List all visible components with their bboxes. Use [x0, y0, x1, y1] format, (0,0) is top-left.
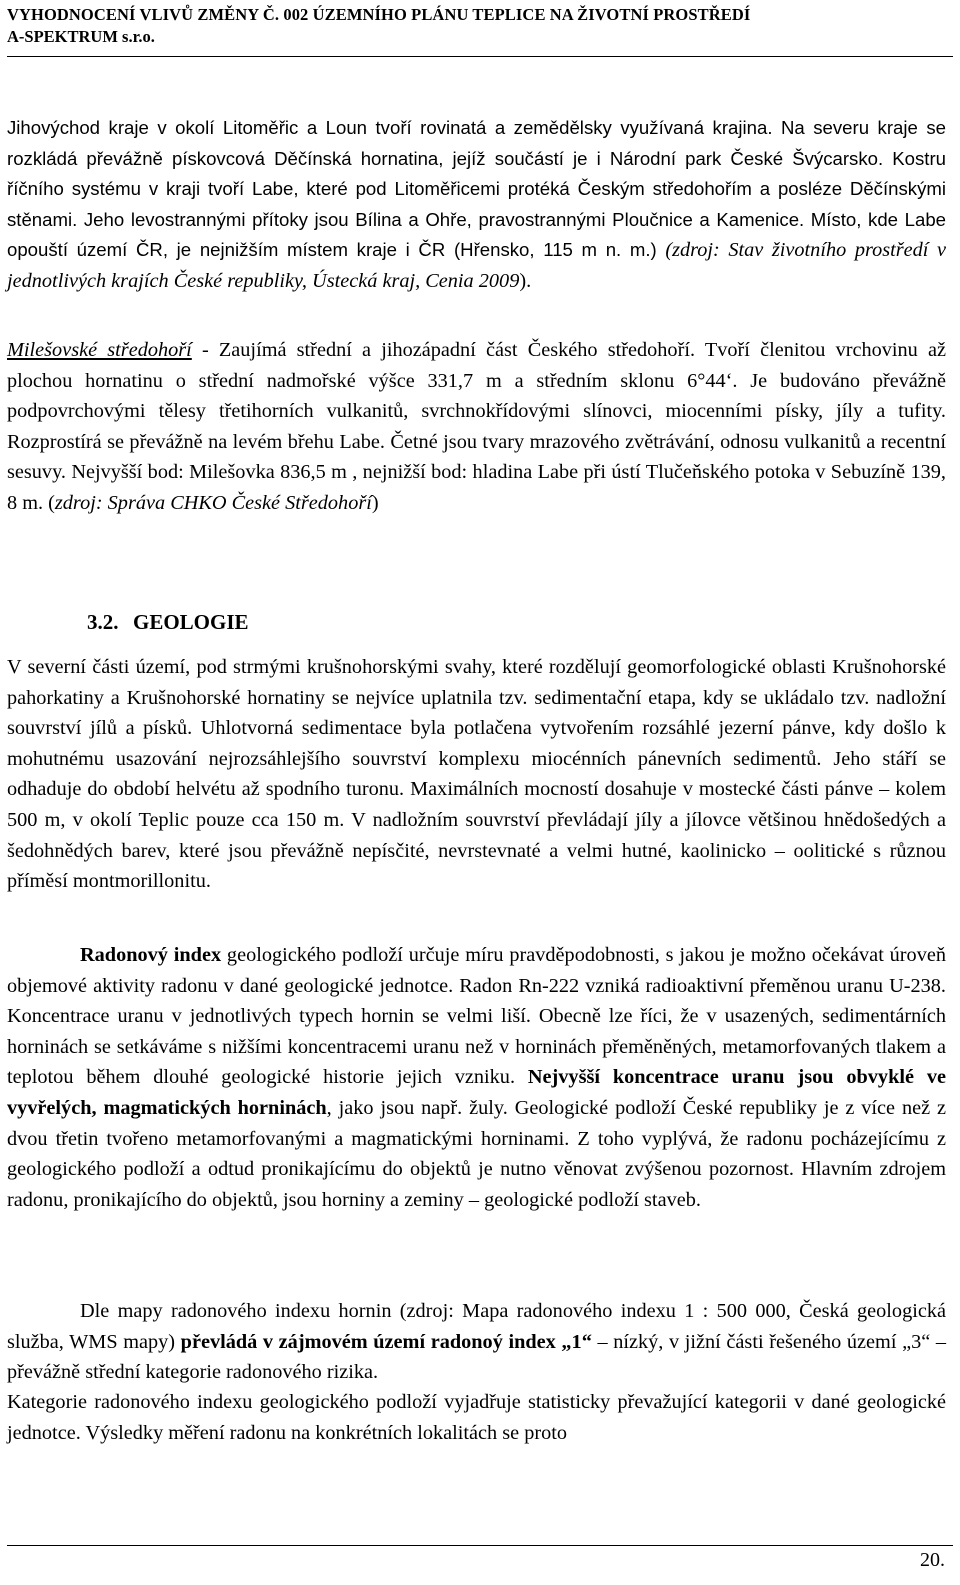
paragraph-text: V severní části území, pod strmými krušnohorskými svahy, které rozdělují geomorfologické oblasti Krušnohorské pahorkatiny a Krušnohorské hornatiny se nejvíce uplatnila tzv. sedimentační etapa, kdy se ukládalo tzv. nadložní souvrství jílů a písků. Uhlotvorná sedimentace byla potlačena vytvořením rozsáhlé jezerní pánve, kdy došlo k mohutnému usazování nejrozsáhlejšího souvrství komplexu miocénních pánevních sedimentů. Jeho stáří se odhaduje do období helvétu až spodního turonu. Maximálních mocností dosahuje v mostecké části pánve – kolem 500 m, v okolí Teplic pouze cca 150 m. V nadložním souvrství převládají jíly a jílovce většinou hnědošedých a šedohnědých barev, které jsou převážně nepísčité, nevrstevnaté a velmi hutné, kaolinicko – oolitické s různou příměsí montmorillonitu. [7, 656, 946, 893]
company-name: A-SPEKTRUM s.r.o. [7, 27, 155, 46]
page-number: 20. [920, 1549, 945, 1571]
paragraph-text: - Zaujímá střední a jihozápadní část Českého středohoří. Tvoří členitou vrchovinu až plochou hornatinu o střední nadmořské výšce 331,7 m a středním sklonu 6°44‘. Je budováno převážně podpovrchovými tělesy třetihorních vulkanitů, svrchnokřídovými slínovci, miocenními písky, jíly a tufity. Rozprostírá se převážně na levém břehu Labe. Četné jsou tvary mrazového zvětrávání, odnosu vulkanitů a recentní sesuvy. Nejvyšší bod: Milešovka 836,5 m , nejnižší bod: hladina Labe při ústí Tlučeňského potoka v Sebuzíně 139, 8 m. ( [7, 339, 946, 514]
paragraph-text: geologického podloží určuje míru pravděpodobnosti, s jakou je možno očekávat úroveň objemové aktivity radonu v dané geologické jednotce. Radon Rn-222 vzniká radioaktivní přeměnou uranu U-238. Koncentrace uranu v jednotlivých typech hornin se velmi liší. Obecně lze říci, že v usazených, sedimentárních horninách se setkáváme s nižšími koncentracemi uranu než v horninách přeměněných, metamorfovaných tlakem a teplotou během dlouhé geologické historie jejich vzniku. [7, 944, 946, 1089]
paragraph-text: , jako jsou např. žuly. Geologické podloží České republiky je z více než z dvou třetin tvořeno metamorfovanými a magmatickými horninami. Z toho vyplývá, že radonu pocházejícímu z geologického podloží a odtud pronikajícímu do objektů je nutno věnovat zvýšenou pozornost. Hlavním zdrojem radonu, pronikajícího do objektů, jsou horniny a zeminy – geologické podloží staveb. [7, 1096, 946, 1211]
term-name: Milešovské středohoří [7, 339, 192, 361]
paragraph-text: Dle mapy radonového indexu hornin (zdroj: Mapa radonového indexu 1 : 500 000, Česká geologická služba, WMS mapy) [7, 1300, 946, 1353]
paragraph-radon-index [7, 940, 946, 1215]
footer-divider [7, 1545, 953, 1546]
source-citation: (zdroj: Stav životního prostředí v jednotlivých krajích České republiky, Ústecká kraj, Cenia 2009 [7, 239, 947, 292]
paragraph-region [7, 113, 946, 297]
paragraph-text: Kategorie radonového indexu geologického podloží vyjadřuje statisticky převažující kategorii v dané geologické jednotce. Výsledky měření radonu na konkrétních lokalitách se proto [7, 1391, 946, 1444]
text-sentence: Kostru říčního systému v kraji tvoří Labe, které pod Litoměřicemi protéká Českým středohořím a posléze Děčínskými stěnami. Jeho levostrannými přítoky jsou Bílina a Ohře, pravostrannými Ploučnice a Kamenice. Místo, kde Labe opouští území ČR, je nejnižším místem kraje i ČR (Hřensko, 115 m n. m.) [7, 147, 946, 261]
bold-statement: Nejvyšší koncentrace uranu jsou obvyklé ve vyvřelých, magmatických horninách [7, 1066, 946, 1119]
header-divider [7, 56, 953, 57]
paragraph-radon-category [7, 1387, 946, 1448]
paragraph-text: ) [371, 491, 379, 514]
section-number: 3.2. [87, 610, 119, 634]
bold-statement: převládá v zájmovém území radonoý index „1“ [180, 1330, 592, 1353]
text-sentence: Jihovýchod kraje v okolí Litoměřic a Loun tvoří rovinatá a zemědělsky využívaná krajina. Na severu kraje se rozkládá převážně pískovcová Děčínská hornatina, jejíž součástí je i Národní park České Švýcarsko. [7, 117, 946, 169]
source-citation: zdroj: Správa CHKO České Středohoří [54, 491, 372, 514]
paragraph-geology [7, 652, 946, 897]
paragraph-milesovske [7, 335, 946, 519]
text-sentence: ). [519, 269, 532, 292]
section-heading [87, 607, 249, 637]
paragraph-text: – nízký, v jižní části řešeného území „3“ – převážně střední kategorie radonového rizika. [7, 1330, 947, 1384]
section-title: GEOLOGIE [133, 610, 249, 634]
document-title: VYHODNOCENÍ VLIVŮ ZMĚNY Č. 002 ÚZEMNÍHO PLÁNU TEPLICE NA ŽIVOTNÍ PROSTŘEDÍ [7, 5, 751, 24]
bold-term: Radonový index [80, 944, 222, 966]
paragraph-radon-map [7, 1296, 946, 1388]
page-header [7, 4, 953, 48]
